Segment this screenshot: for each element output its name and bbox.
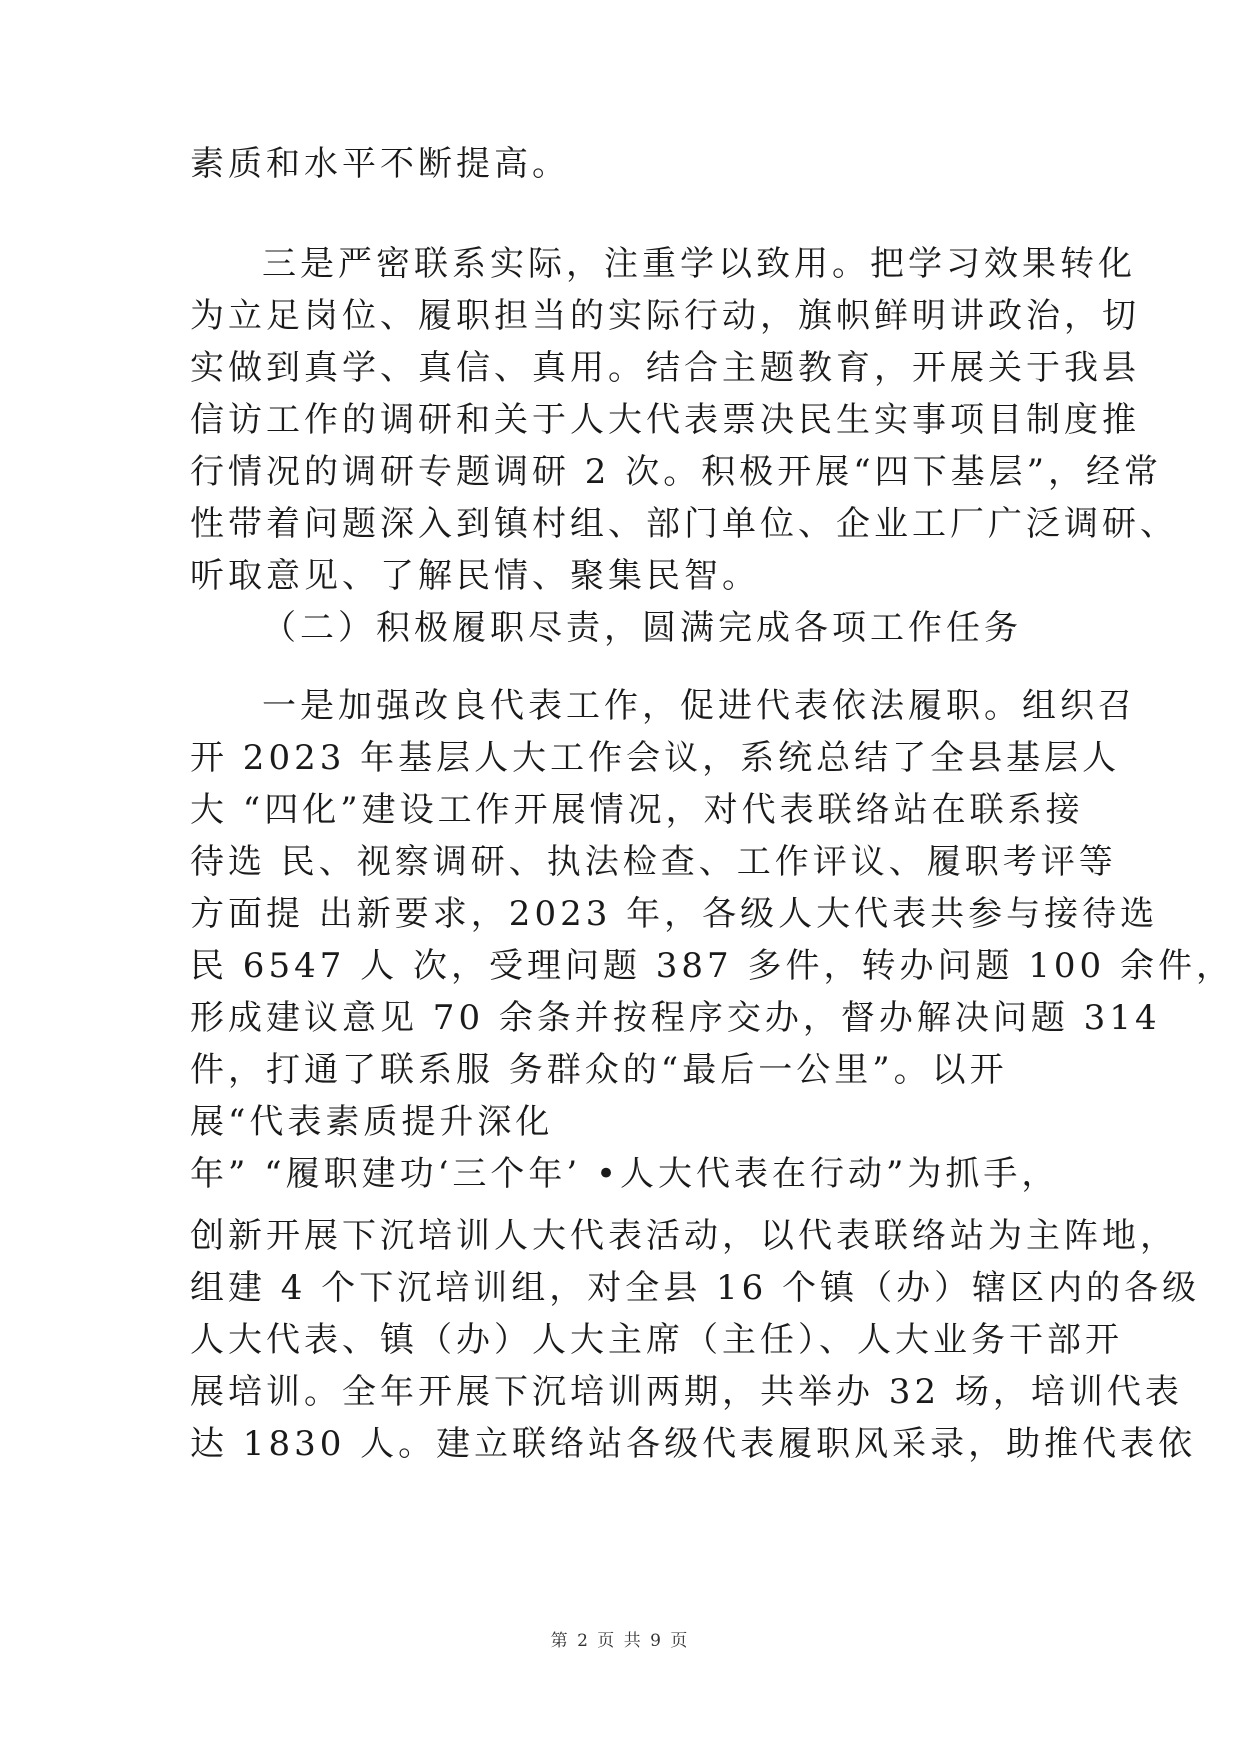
page-number: 第 2 页 共 9 页 (550, 1631, 690, 1651)
text-line: 民 6547 人 次，受理问题 387 多件，转办问题 100 余件， (190, 946, 1234, 986)
text-line: 件，打通了联系服 务群众的“最后一公里”。以开 (190, 1050, 1008, 1090)
text-line: 组建 4 个下沉培训组，对全县 16 个镇（办）辖区内的各级 (190, 1268, 1201, 1308)
text-line: 展“代表素质提升深化 (190, 1102, 554, 1142)
text-line: 大 “四化”建设工作开展情况，对代表联络站在联系接 (190, 790, 1084, 830)
text-line: 实做到真学、真信、真用。结合主题教育，开展关于我县 (190, 348, 1140, 388)
section-heading: （二）积极履职尽责，圆满完成各项工作任务 (262, 608, 1022, 648)
text-line: 达 1830 人。建立联络站各级代表履职风采录，助推代表依 (190, 1424, 1197, 1464)
text-line: 展培训。全年开展下沉培训两期，共举办 32 场，培训代表 (190, 1372, 1183, 1412)
text-line: 方面提 出新要求，2023 年，各级人大代表共参与接待选 (190, 894, 1159, 934)
text-line: 人大代表、镇（办）人大主席（主任）、人大业务干部开 (190, 1320, 1123, 1360)
text-line: 形成建议意见 70 余条并按程序交办，督办解决问题 314 (190, 998, 1161, 1038)
text-line: 开 2023 年基层人大工作会议，系统总结了全县基层人 (190, 738, 1121, 778)
text-line: 年” “履职建功‘三个年’ •人大代表在行动”为抓手， (190, 1154, 1060, 1194)
text-line: 行情况的调研专题调研 2 次。积极开展“四下基层”，经常 (190, 452, 1163, 492)
text-line: 创新开展下沉培训人大代表活动，以代表联络站为主阵地， (190, 1216, 1178, 1256)
text-line: 性带着问题深入到镇村组、部门单位、企业工厂广泛调研、 (190, 504, 1178, 544)
text-line: 信访工作的调研和关于人大代表票决民生实事项目制度推 (190, 400, 1140, 440)
text-line: 为立足岗位、履职担当的实际行动，旗帜鲜明讲政治，切 (190, 296, 1140, 336)
text-line: 待选 民、视察调研、执法检查、工作评议、履职考评等 (190, 842, 1117, 882)
text-line: 三是严密联系实际，注重学以致用。把学习效果转化 (262, 244, 1136, 284)
text-line: 一是加强改良代表工作，促进代表依法履职。组织召 (262, 686, 1136, 726)
text-line: 素质和水平不断提高。 (190, 144, 570, 184)
text-line: 听取意见、了解民情、聚集民智。 (190, 556, 760, 596)
